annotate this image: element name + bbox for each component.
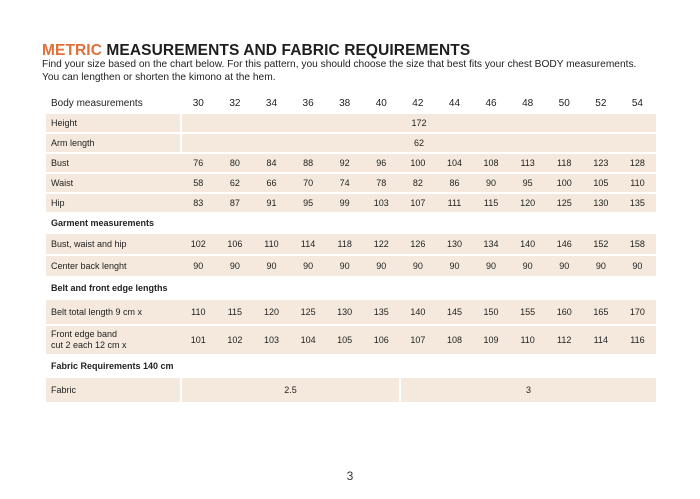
waist-cell: 58	[180, 174, 217, 192]
waist-cell: 62	[217, 174, 254, 192]
center-back-cell: 90	[253, 256, 290, 276]
front-edge-cell: 110	[509, 326, 546, 354]
header-label: Body measurements	[51, 97, 143, 109]
front-edge-label-line-1: Front edge band	[51, 329, 118, 339]
bust-waist-hip-cell: 122	[363, 234, 400, 254]
row-label-hip: Hip	[46, 194, 180, 212]
front-edge-cell: 109	[473, 326, 510, 354]
size-col-header: 30	[192, 97, 204, 109]
bust-waist-hip-cell: 114	[290, 234, 327, 254]
arm-length-value: 62	[182, 134, 656, 152]
row-center-back	[46, 256, 656, 276]
bust-waist-hip-cell: 102	[180, 234, 217, 254]
center-back-cell: 90	[326, 256, 363, 276]
table-header-row	[46, 94, 656, 112]
size-col-header: 42	[412, 97, 424, 109]
front-edge-cell: 104	[290, 326, 327, 354]
belt-total-cell: 140	[400, 300, 437, 324]
center-back-cell: 90	[363, 256, 400, 276]
waist-cell: 90	[473, 174, 510, 192]
bust-waist-hip-cell: 126	[400, 234, 437, 254]
center-back-cell: 90	[290, 256, 327, 276]
bust-cell: 92	[326, 154, 363, 172]
center-back-cell: 90	[436, 256, 473, 276]
row-label-front-edge	[46, 326, 180, 354]
size-col-header: 50	[558, 97, 570, 109]
belt-total-cell: 145	[436, 300, 473, 324]
page-heading	[42, 42, 470, 60]
hip-cell: 120	[509, 194, 546, 212]
size-col-header: 54	[631, 97, 643, 109]
row-waist	[46, 174, 656, 192]
center-back-cell: 90	[546, 256, 583, 276]
section-title-belt: Belt and front edge lengths	[51, 283, 168, 293]
front-edge-cell: 107	[400, 326, 437, 354]
row-label-arm-length: Arm length	[46, 134, 180, 152]
front-edge-cell: 112	[546, 326, 583, 354]
row-hip	[46, 194, 656, 212]
hip-cell: 111	[436, 194, 473, 212]
row-arm-length	[46, 134, 656, 152]
hip-cell: 115	[473, 194, 510, 212]
bust-waist-hip-cell: 106	[217, 234, 254, 254]
bust-waist-hip-cell: 134	[473, 234, 510, 254]
size-col-header: 46	[485, 97, 497, 109]
front-edge-cell: 106	[363, 326, 400, 354]
hip-cell: 99	[326, 194, 363, 212]
center-back-cell: 90	[217, 256, 254, 276]
bust-cell: 123	[583, 154, 620, 172]
bust-cell: 128	[619, 154, 656, 172]
belt-total-cell: 120	[253, 300, 290, 324]
waist-cell: 78	[363, 174, 400, 192]
waist-cell: 95	[509, 174, 546, 192]
bust-cell: 118	[546, 154, 583, 172]
bust-waist-hip-cell: 130	[436, 234, 473, 254]
center-back-cell: 90	[473, 256, 510, 276]
intro-text	[42, 59, 662, 84]
row-bust-waist-hip	[46, 234, 656, 254]
center-back-cell: 90	[180, 256, 217, 276]
size-col-header: 48	[522, 97, 534, 109]
belt-total-cell: 130	[326, 300, 363, 324]
hip-cell: 83	[180, 194, 217, 212]
waist-cell: 110	[619, 174, 656, 192]
belt-total-cell: 155	[509, 300, 546, 324]
belt-total-cell: 170	[619, 300, 656, 324]
bust-cell: 76	[180, 154, 217, 172]
row-front-edge	[46, 326, 656, 354]
section-fabric	[46, 356, 656, 376]
bust-cell: 113	[509, 154, 546, 172]
height-value: 172	[182, 114, 656, 132]
bust-cell: 104	[436, 154, 473, 172]
row-belt-total	[46, 300, 656, 324]
front-edge-cell: 102	[217, 326, 254, 354]
waist-cell: 105	[583, 174, 620, 192]
page-number: 3	[346, 469, 354, 483]
hip-cell: 95	[290, 194, 327, 212]
section-garment	[46, 214, 656, 232]
waist-cell: 100	[546, 174, 583, 192]
center-back-cell: 90	[619, 256, 656, 276]
bust-cell: 96	[363, 154, 400, 172]
row-label-bust: Bust	[46, 154, 180, 172]
size-col-header: 34	[265, 97, 278, 109]
row-label-waist: Waist	[46, 174, 180, 192]
fabric-value-large-sizes: 3	[401, 378, 656, 402]
bust-cell: 88	[290, 154, 327, 172]
waist-cell: 74	[326, 174, 363, 192]
row-fabric	[46, 378, 656, 402]
size-col-header: 36	[302, 97, 314, 109]
heading-accent: METRIC	[42, 42, 103, 59]
front-edge-cell: 108	[436, 326, 473, 354]
row-bust	[46, 154, 656, 172]
size-col-header: 32	[229, 97, 241, 109]
belt-total-cell: 135	[363, 300, 400, 324]
center-back-cell: 90	[509, 256, 546, 276]
belt-total-cell: 160	[546, 300, 583, 324]
bust-waist-hip-cell: 146	[546, 234, 583, 254]
bust-waist-hip-cell: 110	[253, 234, 290, 254]
row-label-height: Height	[46, 114, 180, 132]
heading-rest: MEASUREMENTS AND FABRIC REQUIREMENTS	[102, 42, 471, 59]
belt-total-cell: 150	[473, 300, 510, 324]
hip-cell: 87	[217, 194, 254, 212]
waist-cell: 82	[400, 174, 437, 192]
bust-waist-hip-cell: 140	[509, 234, 546, 254]
size-chart-table	[46, 94, 656, 404]
size-col-header: 40	[375, 97, 387, 109]
hip-cell: 135	[619, 194, 656, 212]
hip-cell: 91	[253, 194, 290, 212]
waist-cell: 86	[436, 174, 473, 192]
intro-line-1: Find your size based on the chart below. For this pattern, you should choose the size that best fits your chest BODY measurements.	[42, 59, 637, 70]
bust-waist-hip-cell: 158	[619, 234, 656, 254]
hip-cell: 125	[546, 194, 583, 212]
waist-cell: 66	[253, 174, 290, 192]
front-edge-cell: 103	[253, 326, 290, 354]
section-belt	[46, 278, 656, 298]
belt-total-cell: 110	[180, 300, 217, 324]
belt-total-cell: 165	[583, 300, 620, 324]
row-label-belt-total: Belt total length 9 cm x	[46, 300, 180, 324]
row-label-bust-waist-hip: Bust, waist and hip	[46, 234, 180, 254]
front-edge-label-line-2: cut 2 each 12 cm x	[51, 340, 127, 350]
bust-waist-hip-cell: 118	[326, 234, 363, 254]
fabric-value-small-sizes: 2.5	[182, 378, 399, 402]
row-label-fabric: Fabric	[46, 378, 180, 402]
hip-cell: 107	[400, 194, 437, 212]
front-edge-cell: 114	[583, 326, 620, 354]
bust-cell: 80	[217, 154, 254, 172]
belt-total-cell: 125	[290, 300, 327, 324]
bust-cell: 100	[400, 154, 437, 172]
size-col-header: 44	[448, 97, 461, 109]
bust-cell: 84	[253, 154, 290, 172]
row-height	[46, 114, 656, 132]
hip-cell: 103	[363, 194, 400, 212]
row-label-center-back: Center back lenght	[46, 256, 180, 276]
center-back-cell: 90	[583, 256, 620, 276]
bust-cell: 108	[473, 154, 510, 172]
front-edge-cell: 116	[619, 326, 656, 354]
center-back-cell: 90	[400, 256, 437, 276]
belt-total-cell: 115	[217, 300, 254, 324]
size-col-header: 52	[595, 97, 607, 109]
waist-cell: 70	[290, 174, 327, 192]
hip-cell: 130	[583, 194, 620, 212]
bust-waist-hip-cell: 152	[583, 234, 620, 254]
section-title-garment: Garment measurements	[51, 218, 155, 228]
size-col-header: 38	[339, 97, 351, 109]
section-title-fabric: Fabric Requirements 140 cm	[51, 361, 174, 371]
intro-line-2: You can lengthen or shorten the kimono at the hem.	[42, 71, 276, 83]
front-edge-cell: 101	[180, 326, 217, 354]
front-edge-cell: 105	[326, 326, 363, 354]
